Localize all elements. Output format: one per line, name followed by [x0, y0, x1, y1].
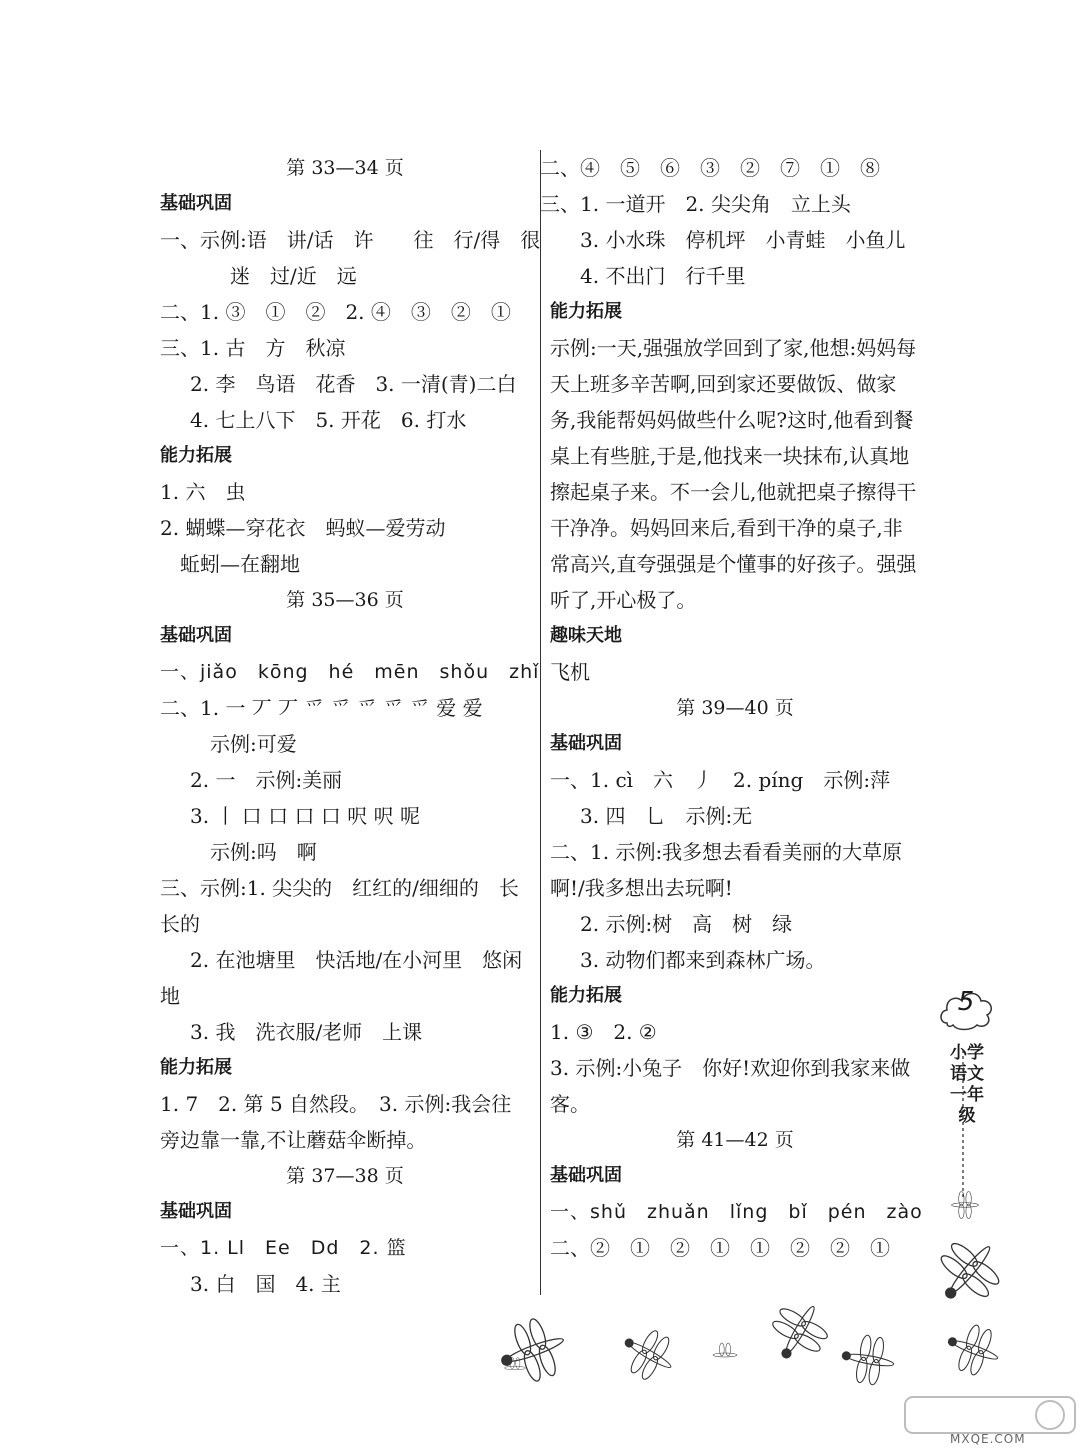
- page-range-title: 第 35—36 页: [286, 589, 404, 611]
- page-range-title: 第 41—42 页: [676, 1129, 794, 1151]
- section-heading: 能力拓展: [160, 445, 232, 466]
- answer-paragraph: 三、示例:1. 尖尖的 红红的/细细的 长长的: [160, 876, 519, 936]
- stroke-order-line: 二、1. 一 丆 丆 爫 爫 爫 爫 爫 爱 爱: [160, 696, 483, 720]
- answer-line: 2. 李 鸟语 花香 3. 一清(青)二白: [190, 372, 517, 396]
- answer-line: 蚯蚓—在翻地: [180, 552, 300, 576]
- section-heading: 能力拓展: [550, 985, 622, 1006]
- page-range-title: 第 37—38 页: [286, 1165, 404, 1187]
- answer-line: 3. 我 洗衣服/老师 上课: [190, 1020, 423, 1044]
- answer-line: 示例:可爱: [210, 732, 297, 756]
- answer-line: 一、1. cì 六 丿 2. píng 示例:萍: [550, 768, 891, 792]
- answer-line: 3. 动物们都来到森林广场。: [580, 948, 826, 972]
- answer-line: 3. 白 国 4. 主: [190, 1272, 341, 1296]
- answer-paragraph: 1. 7 2. 第 5 自然段。 3. 示例:我会往旁边靠一靠,不让蘑菇伞断掉。: [160, 1092, 512, 1152]
- book-title: 小学语文一年级: [950, 1043, 984, 1126]
- answer-line: 飞机: [550, 660, 590, 684]
- page-range-title: 第 39—40 页: [676, 697, 794, 719]
- sample-essay: 示例:一天,强强放学回到了家,他想:妈妈每天上班多辛苦啊,回到家还要做饭、做家务,我能帮妈妈做些什么呢?这时,他看到餐桌上有些脏,于是,他找来一块抹布,认真地擦起桌子来。不一会儿,他就把桌子擦得干干净净。妈妈回来后,看到干净的桌子,非常高兴,直夸强强是个懂事的好孩子。强强听了,开心极了。: [550, 336, 917, 612]
- answer-line: 一、示例:语 讲/话 许 往 行/得 很: [160, 228, 541, 252]
- answer-line: 三、1. 古 方 秋凉: [160, 336, 346, 360]
- page-range-title: 第 33—34 页: [286, 157, 404, 179]
- answer-line: 二、② ① ② ① ① ② ② ①: [550, 1236, 890, 1260]
- answer-line: 示例:吗 啊: [210, 840, 317, 864]
- answer-line: 迷 过/近 远: [230, 264, 357, 288]
- section-heading: 基础巩固: [160, 625, 232, 646]
- answer-line: 1. 六 虫: [160, 480, 246, 504]
- right-column: [540, 150, 923, 1266]
- section-heading: 基础巩固: [160, 1201, 232, 1222]
- answer-line: 3. 四 乚 示例:无: [580, 804, 753, 828]
- answer-line: 3. 小水珠 停机坪 小青蛙 小鱼儿: [580, 228, 906, 252]
- answer-line: 二、1. ③ ① ② 2. ④ ③ ② ①: [160, 300, 511, 324]
- answer-line: 1. ③ 2. ②: [550, 1020, 657, 1044]
- answer-line: 2. 一 示例:美丽: [190, 768, 343, 792]
- section-heading: 基础巩固: [550, 1165, 622, 1186]
- answer-line: 一、1. Ll Ee Dd 2. 篮: [160, 1237, 407, 1259]
- stroke-order-line: 3. 丨 口 口 口 口 呎 呎 呢: [190, 804, 420, 828]
- watermark-text: MXQE.COM: [950, 1432, 1026, 1446]
- section-heading: 基础巩固: [550, 733, 622, 754]
- answer-line: 三、1. 一道开 2. 尖尖角 立上头: [540, 192, 851, 216]
- section-heading: 能力拓展: [550, 301, 622, 322]
- section-heading: 能力拓展: [160, 1057, 232, 1078]
- pinyin-line: 一、jiǎo kōng hé mēn shǒu zhǐ: [160, 661, 540, 683]
- pinyin-line: 一、shǔ zhuǎn lǐng bǐ pén zào: [550, 1201, 923, 1223]
- answer-line: 2. 示例:树 高 树 绿: [580, 912, 793, 936]
- section-heading: 基础巩固: [160, 193, 232, 214]
- answer-line: 二、④ ⑤ ⑥ ③ ② ⑦ ① ⑧: [540, 156, 880, 180]
- answer-paragraph: 二、1. 示例:我多想去看看美丽的大草原啊!/我多想出去玩啊!: [550, 840, 903, 900]
- answer-line: 2. 蝴蝶—穿花衣 蚂蚁—爱劳动: [160, 516, 446, 540]
- page-number: 5: [957, 987, 975, 1017]
- answer-line: 4. 七上八下 5. 开花 6. 打水: [190, 408, 467, 432]
- section-heading: 趣味天地: [550, 625, 622, 646]
- left-column: [160, 150, 541, 1302]
- answer-paragraph: 2. 在池塘里 快活地/在小河里 悠闲地: [160, 948, 523, 1008]
- answer-line: 4. 不出门 行千里: [580, 264, 746, 288]
- column-divider: [540, 150, 541, 1295]
- answer-paragraph: 3. 示例:小兔子 你好!欢迎你到我家来做客。: [550, 1056, 911, 1116]
